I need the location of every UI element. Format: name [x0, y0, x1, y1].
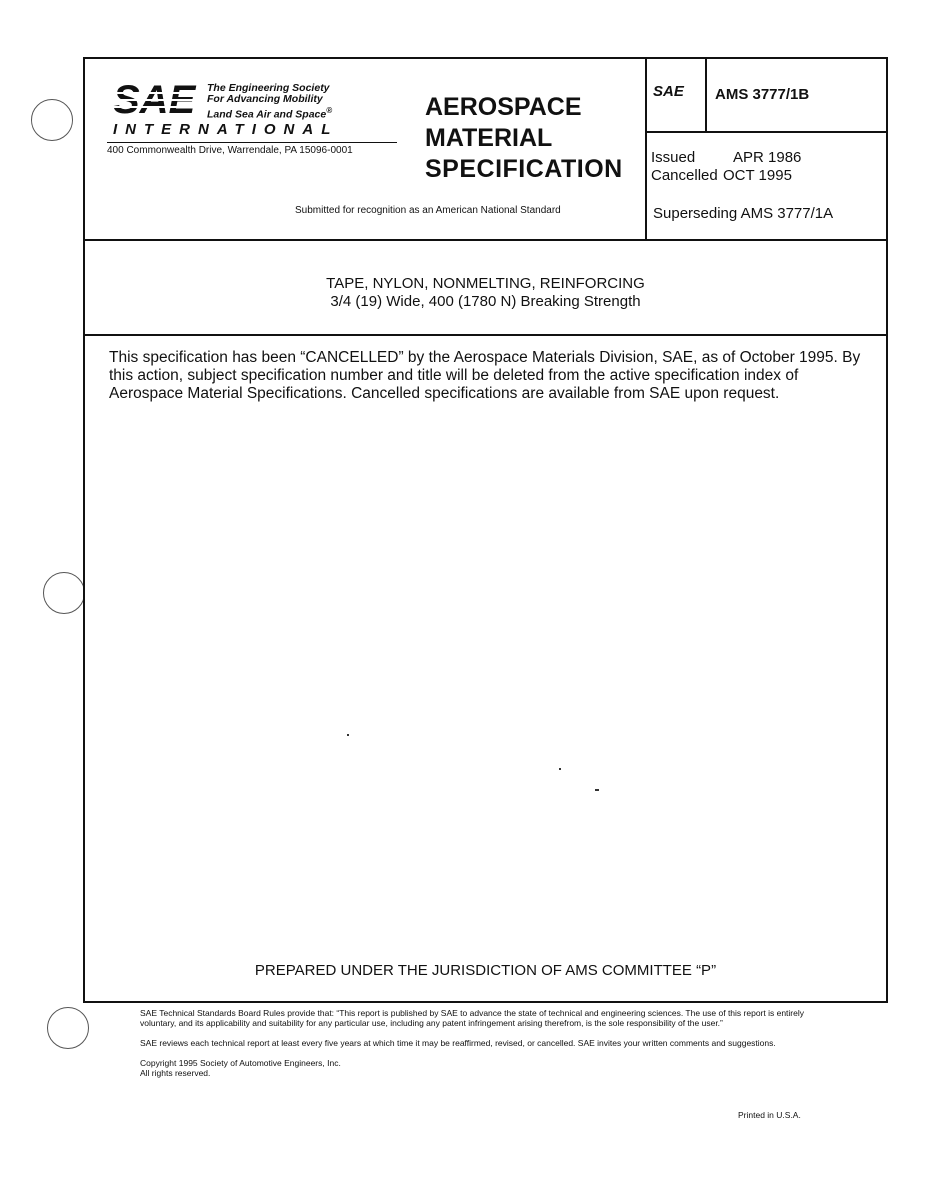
footer-rules: SAE Technical Standards Board Rules provide that: “This report is published by SAE to advance the state of technical and engineering sciences. The use of this report is entirely voluntary, and its applicability and suitability for any particular use, including any patent infringement arising therefrom, is the sole responsibility of the user.” — [140, 1008, 805, 1028]
sae-logo — [113, 79, 413, 139]
binder-hole-top — [31, 99, 73, 141]
footer-review: SAE reviews each technical report at least every five years at which time it may be reaffirmed, revised, or cancelled. SAE invites your written comments and suggestions. — [140, 1038, 776, 1048]
committee-jurisdiction: PREPARED UNDER THE JURISDICTION OF AMS COMMITTEE “P” — [254, 962, 717, 979]
sae-address: 400 Commonwealth Drive, Warrendale, PA 15096-0001 — [107, 142, 397, 156]
header-left — [85, 59, 645, 239]
issued-label: Issued — [651, 149, 696, 166]
doc-type-line-3: SPECIFICATION — [425, 155, 623, 183]
footer-copyright: Copyright 1995 Society of Automotive Engineers, Inc. — [140, 1058, 341, 1068]
cancellation-notice: This specification has been “CANCELLED” by the Aerospace Materials Division, SAE, as of October 1995. By this action, subject specification number and title will be deleted from the active specification index of Aerospace Material Specifications. Cancelled specifications are available from SAE upon request. — [109, 349, 861, 402]
tagline-line-1: The Engineering Society — [207, 82, 330, 94]
cancelled-date: OCT 1995 — [723, 167, 792, 184]
footer-rights: All rights reserved. — [140, 1068, 211, 1078]
tagline-line-2: For Advancing Mobility — [207, 93, 323, 105]
binder-hole-middle — [43, 572, 85, 614]
cancelled-label: Cancelled — [651, 167, 718, 184]
sae-logo-icon — [113, 79, 205, 119]
header-section — [85, 59, 886, 241]
binder-hole-bottom — [47, 1007, 89, 1049]
issue-dates — [651, 149, 802, 185]
registered-icon: ® — [326, 106, 333, 115]
doc-type-line-1: AEROSPACE — [425, 93, 582, 121]
header-right — [647, 59, 886, 239]
scan-speck — [347, 734, 349, 736]
spec-number-box — [647, 59, 886, 133]
footer-notes — [140, 1008, 830, 1078]
doc-type-line-2: MATERIAL — [425, 124, 553, 152]
tagline-line-3: Land Sea Air and Space — [207, 108, 327, 121]
sae-small-mark: SAE — [653, 83, 684, 100]
spec-number: AMS 3777/1B — [715, 86, 810, 103]
superseding-note: Superseding AMS 3777/1A — [653, 205, 834, 222]
scan-speck — [595, 789, 599, 791]
sae-tagline — [207, 83, 332, 121]
international-label: INTERNATIONAL — [113, 121, 339, 138]
issued-date: APR 1986 — [733, 149, 802, 166]
spec-title-line-1: TAPE, NYLON, NONMELTING, REINFORCING — [326, 275, 645, 292]
printed-in: Printed in U.S.A. — [738, 1110, 801, 1120]
spec-number-divider — [705, 59, 707, 131]
spec-title-section — [85, 241, 886, 336]
scan-speck — [559, 768, 561, 770]
spec-title-line-2: 3/4 (19) Wide, 400 (1780 N) Breaking Strength — [330, 293, 641, 310]
ansi-submission-note: Submitted for recognition as an American National Standard — [295, 205, 561, 216]
specification-frame — [83, 57, 888, 1003]
document-type-title — [425, 92, 623, 185]
